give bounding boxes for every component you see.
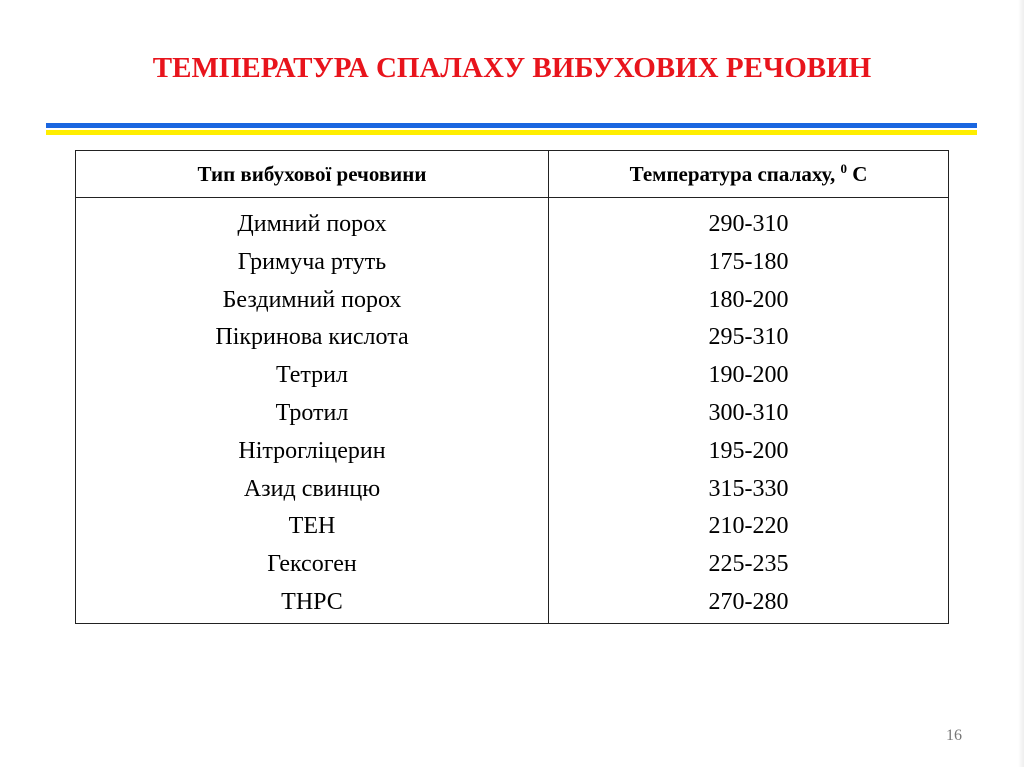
table-body-row (76, 198, 949, 624)
substance-name: Димний порох (237, 211, 387, 237)
header-unit: С (852, 162, 868, 186)
flash-temperature: 315-330 (708, 475, 789, 502)
substance-name: ТЕН (288, 513, 336, 540)
degree-superscript: 0 (840, 161, 847, 176)
flash-temperature: 210-220 (708, 513, 789, 540)
slide-title: ТЕМПЕРАТУРА СПАЛАХУ ВИБУХОВИХ РЕЧОВИН (152, 52, 872, 84)
header-type (76, 151, 549, 198)
flash-temperature-table (75, 150, 949, 624)
table-header-row (76, 151, 949, 198)
types-column (76, 198, 549, 624)
substance-name: Тетрил (276, 362, 348, 389)
substance-name: Тротил (275, 399, 349, 426)
yellow-stripe (46, 130, 977, 135)
flash-temperature: 195-200 (708, 437, 789, 464)
flash-temperature: 295-310 (708, 324, 789, 351)
substance-name: Гримуча ртуть (237, 248, 387, 275)
blue-stripe (46, 123, 977, 128)
substance-name: Гексоген (267, 551, 357, 578)
substance-name: Бездимний порох (222, 286, 402, 313)
flash-temperature: 290-310 (708, 211, 789, 237)
substance-name: Азид свинцю (243, 475, 381, 502)
flash-temperature: 270-280 (708, 588, 789, 615)
flash-temperature: 175-180 (708, 248, 789, 275)
flash-temperature: 190-200 (708, 362, 789, 389)
page-edge-shadow (1018, 0, 1024, 767)
flash-temperature: 300-310 (708, 399, 789, 426)
substance-name: ТНРС (281, 588, 343, 615)
flash-temperature: 225-235 (708, 551, 789, 578)
page-number: 16 (946, 727, 962, 744)
substance-name: Нітрогліцерин (238, 437, 386, 464)
header-temperature (549, 151, 949, 198)
substance-name: Пікринова кислота (215, 324, 409, 351)
header-temp-label: Температура спалаху, (629, 162, 841, 186)
header-type-label: Тип вибухової речовини (197, 161, 427, 186)
temperatures-column (549, 198, 949, 624)
flash-temperature: 180-200 (708, 286, 789, 313)
